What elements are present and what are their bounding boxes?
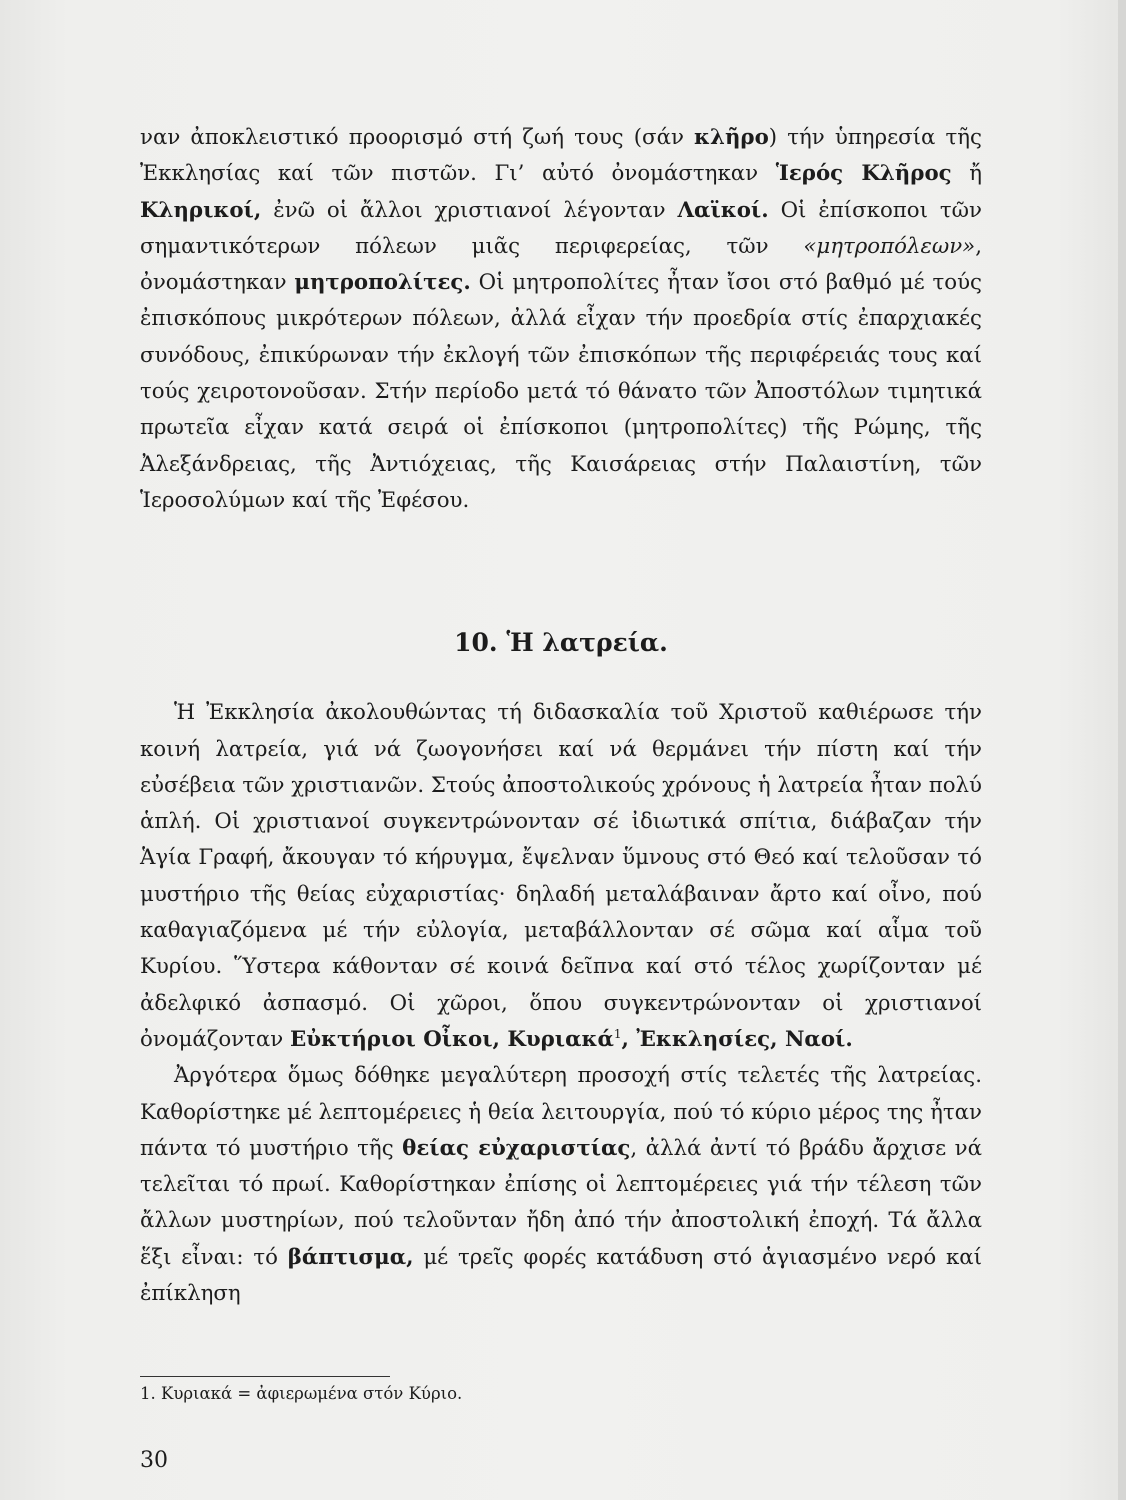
paragraph-worship: Ἡ Ἐκκλησία ἀκολουθώντας τή διδασκαλία τοῦ Χριστοῦ καθιέρωσε τήν κοινή λατρεία, γιά νά ζωογονήσει καί νά θερμάνει τήν πίστη καί τήν εὐσέβεια τῶν χριστιανῶν. Στούς ἀποστολικούς χρόνους ἡ λατρεία ἦταν πολύ ἁπλή. Οἱ χριστιανοί συγκεντρώνονταν σέ ἰδιωτικά σπίτια, διάβαζαν τήν Ἁγία Γραφή, ἄκουγαν τό κήρυγμα, ἔψελναν ὕμνους στό Θεό καί τελοῦσαν τό μυστήριο τῆς θείας εὐχαριστίας· δηλαδή μεταλάβαιναν ἄρτο καί οἶνο, πού καθαγιαζόμενα μέ τήν εὐλογία, μεταβάλλονταν σέ σῶμα καί αἷμα τοῦ Κυρίου. Ὕστερα κάθονταν σέ κοινά δεῖπνα καί στό τέλος χωρίζονταν μέ ἀδελφικό ἀσπασμό. Οἱ χῶροι, ὅπου συγκεντρώνονταν οἱ χριστιανοί ὀνομάζονταν Εὐκτήριοι Οἶκοι, Κυριακά$^1$, Ἐκκλησίες, Ναοί. [140,700,982,1052]
term-mitropolites: μητροπολίτες. [294,270,471,296]
term-mitropoleon: «μητροπόλεων» [803,233,976,259]
term-ieros-kliros: Ἱερός Κλῆρος [775,161,952,187]
term-theias-euxaristias: θείας εὐχαριστίας [402,1135,631,1161]
term-klero: κλῆρο [694,125,769,150]
term-ekklisies-naoi: , Ἐκκλησίες, Ναοί. [621,1026,853,1052]
page-number: 30 [140,1448,168,1473]
page-edge-shadow [1118,0,1126,1500]
footnote-divider [140,1376,390,1377]
term-baptisma: βάπτισμα, [287,1244,414,1270]
footnote-ref: 1 [613,1026,622,1041]
paragraph-clergy: ναν ἀποκλειστικό προορισμό στή ζωή τους (σάν κλῆρο) τήν ὑπηρεσία τῆς Ἐκκλησίας καί τῶν πιστῶν. Γι’ αὐτό ὀνομάστηκαν Ἱερός Κλῆρος ἤ Κληρικοί, ἐνῶ οἱ ἄλλοι χριστιανοί λέγονταν Λαϊκοί. Οἱ ἐπίσκοποι τῶν σημαντικότερων πόλεων μιᾶς περιφερείας, τῶν «μητροπόλεων», ὀνομάστηκαν μητροπολίτες. Οἱ μητροπολίτες ἦταν ἴσοι στό βαθμό μέ τούς ἐπισκόπους μικρότερων πόλεων, ἀλλά εἶχαν τήν προεδρία στίς ἐπαρχιακές συνόδους, ἐπικύρωναν τήν ἐκλογή τῶν ἐπισκόπων τῆς περιφέρειάς τους καί τούς χειροτονοῦσαν. Στήν περίοδο μετά τό θάνατο τῶν Ἀποστόλων τιμητικά πρωτεῖα εἶχαν κατά σειρά οἱ ἐπίσκοποι (μητροπολίτες) τῆς Ρώμης, τῆς Ἀλεξάνδρειας, τῆς Ἀντιόχειας, τῆς Καισάρειας στήν Παλαιστίνη, τῶν Ἱεροσολύμων καί τῆς Ἐφέσου. [140,125,982,513]
body-text [140,120,982,1312]
paragraph-liturgy: Ἀργότερα ὅμως δόθηκε μεγαλύτερη προσοχή στίς τελετές τῆς λατρείας. Καθορίστηκε μέ λεπτομέρειες ἡ θεία λειτουργία, πού τό κύριο μέρος της ἦταν πάντα τό μυστήριο τῆς θείας εὐχαριστίας, ἀλλά ἀντί τό βράδυ ἄρχισε νά τελεῖται τό πρωί. Καθορίστηκαν ἐπίσης οἱ λεπτομέρειες γιά τήν τέλεση τῶν ἄλλων μυστηρίων, πού τελοῦνταν ἤδη ἀπό τήν ἀποστολική ἐποχή. Τά ἄλλα ἕξι εἶναι: τό βάπτισμα, μέ τρεῖς φορές κατάδυση στό ἁγιασμένο νερό καί ἐπίκληση [140,1063,983,1307]
term-euktirioi-oikoi: Εὐκτήριοι Οἶκοι, Κυριακά [290,1026,614,1052]
term-klirikoi: Κληρικοί, [140,197,262,223]
term-laikoi: Λαϊκοί. [677,197,769,223]
section-heading: 10. Ἡ λατρεία. [454,628,668,658]
footnote: 1. Κυριακά = ἀφιερωμένα στόν Κύριο. [140,1384,463,1403]
